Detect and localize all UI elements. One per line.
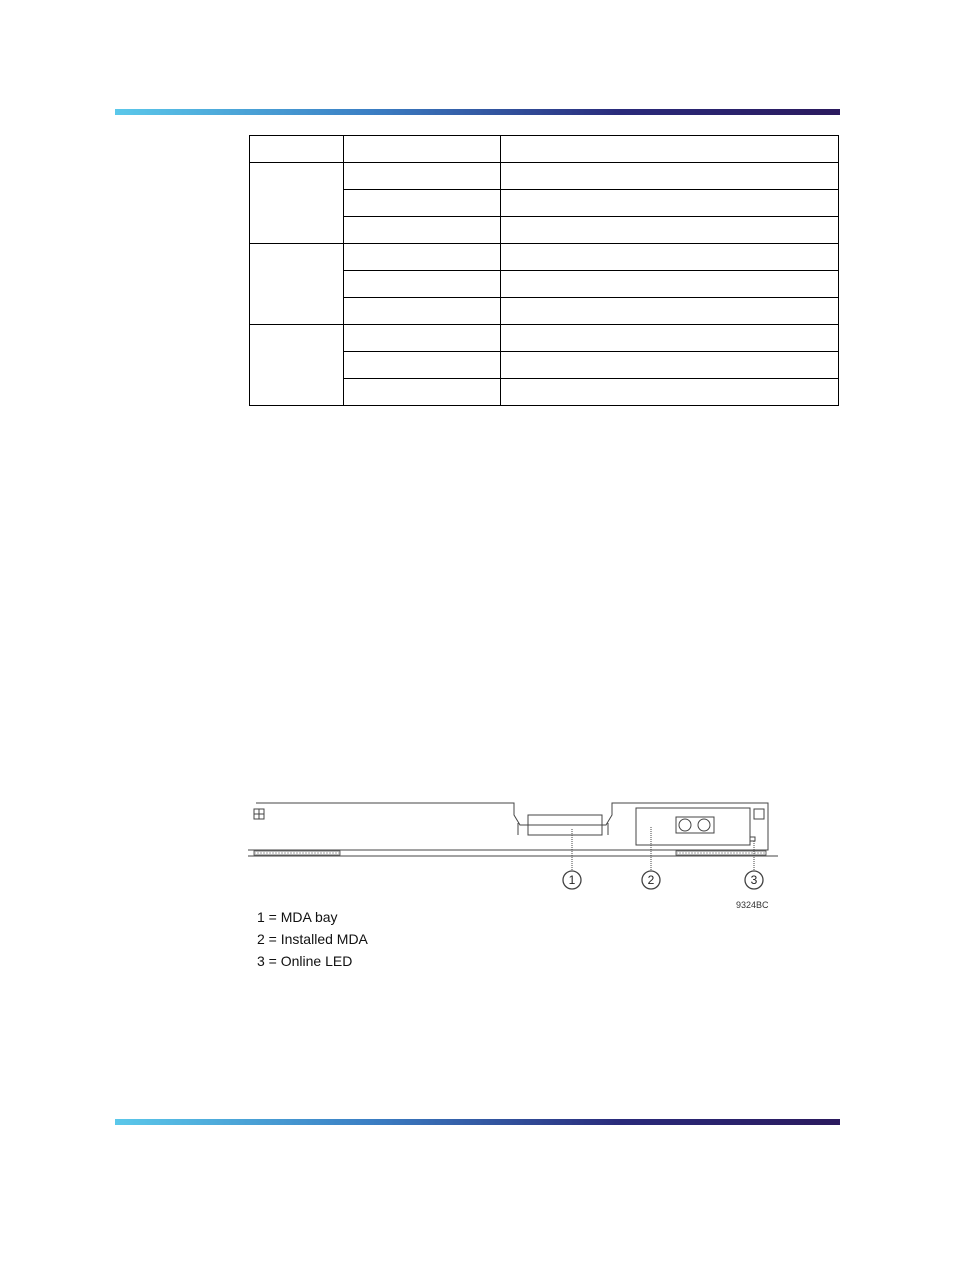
table-header-cell [501, 136, 839, 163]
table-cell [344, 271, 501, 298]
table-cell [501, 379, 839, 406]
table-cell [501, 190, 839, 217]
table-group-cell [250, 325, 344, 406]
legend-item-online-led: 3 = Online LED [257, 953, 353, 969]
spec-table [249, 135, 839, 406]
table-cell [344, 190, 501, 217]
installed-mda [636, 808, 750, 845]
table-cell [501, 217, 839, 244]
table-group-cell [250, 244, 344, 325]
table-row [250, 136, 839, 163]
legend-item-installed-mda: 2 = Installed MDA [257, 931, 368, 947]
table-cell [344, 217, 501, 244]
table-cell [344, 325, 501, 352]
table-cell [501, 325, 839, 352]
table-cell [501, 298, 839, 325]
table-cell [501, 352, 839, 379]
callout-number: 1 [568, 873, 576, 887]
footer-rule [115, 1119, 840, 1125]
table-header-cell [250, 136, 344, 163]
faceplate-outline [248, 803, 768, 850]
table-row [250, 325, 839, 352]
table-cell [344, 352, 501, 379]
callout-number: 3 [750, 873, 758, 887]
table-header-cell [344, 136, 501, 163]
mda-faceplate-figure [248, 795, 778, 913]
table-group-cell [250, 163, 344, 244]
table-cell [501, 163, 839, 190]
table-row [250, 163, 839, 190]
figure-id: 9324BC [736, 900, 769, 910]
callout-number: 2 [647, 873, 655, 887]
table-cell [344, 379, 501, 406]
table-row [250, 244, 839, 271]
port-icon [679, 819, 691, 831]
port-icon [698, 819, 710, 831]
table-cell [501, 271, 839, 298]
table-cell [344, 163, 501, 190]
table-cell [501, 244, 839, 271]
header-rule [115, 109, 840, 115]
screw-icon [754, 809, 764, 819]
legend-item-mda-bay: 1 = MDA bay [257, 909, 338, 925]
table-cell [344, 298, 501, 325]
table-cell [344, 244, 501, 271]
online-led [750, 837, 755, 841]
